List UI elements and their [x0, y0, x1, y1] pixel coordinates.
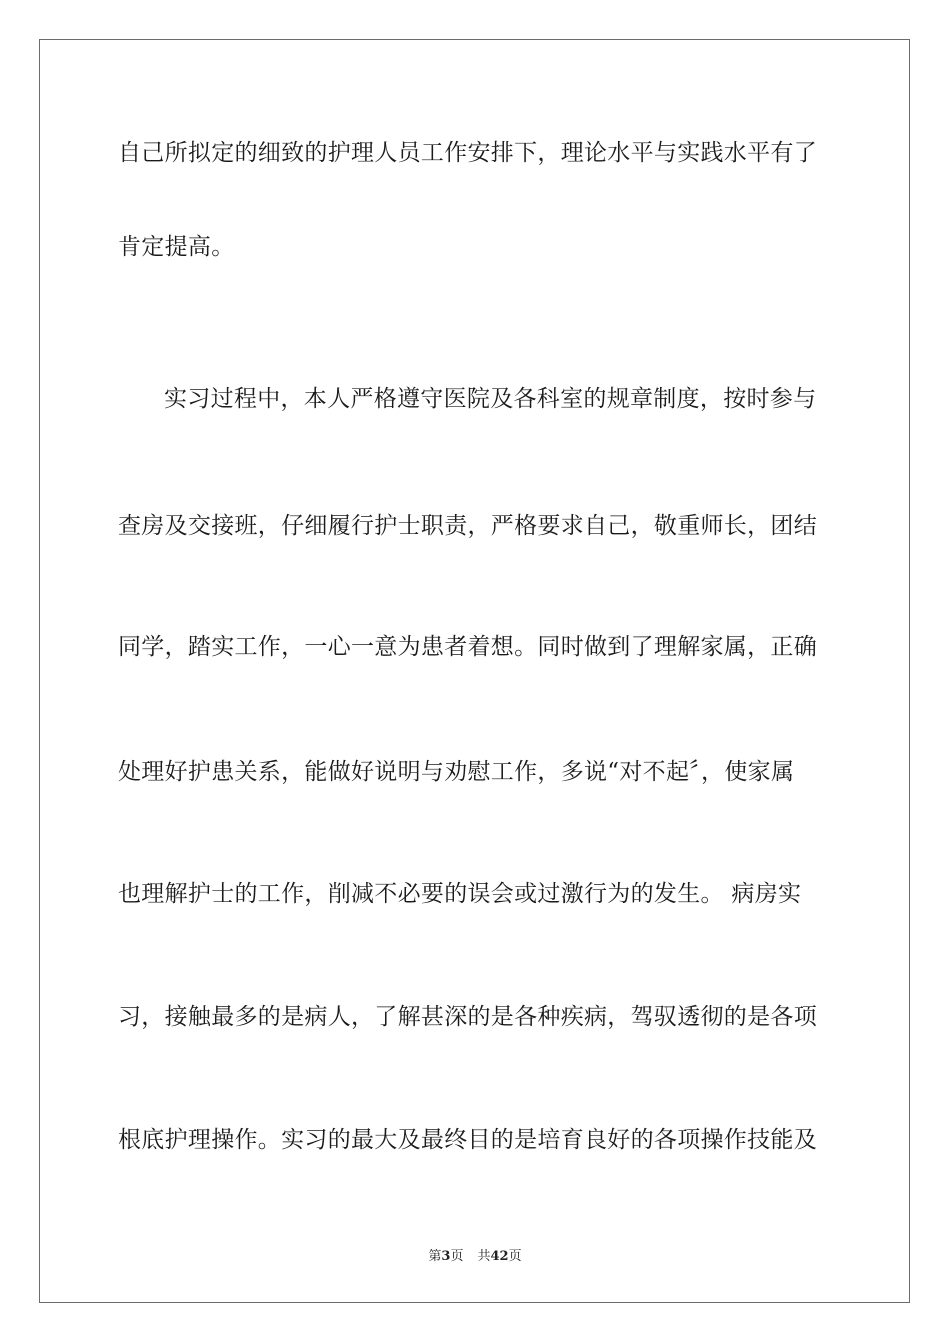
- body-text-line-9: 根底护理操作。实习的最大及最终目的是培育良好的各项操作技能及: [118, 1127, 817, 1153]
- body-text-line-8: 习，接触最多的是病人，了解甚深的是各种疾病，驾驭透彻的是各项: [118, 1004, 817, 1030]
- footer-page-prefix: 第: [428, 1249, 442, 1264]
- page-footer: [0, 1248, 950, 1266]
- body-text-line-1: 自己所拟定的细致的护理人员工作安排下，理论水平与实践水平有了: [118, 140, 817, 166]
- footer-total-prefix: 共: [477, 1249, 491, 1264]
- body-text-line-6: 处理好护患关系，能做好说明与劝慰工作，多说“对不起〞，使家属: [118, 759, 795, 785]
- body-text-line-3: 实习过程中，本人严格遵守医院及各科室的规章制度，按时参与: [164, 386, 817, 412]
- body-text-line-7: 也理解护士的工作，削减不必要的误会或过激行为的发生。 病房实: [118, 881, 802, 907]
- page-border: [39, 39, 910, 1303]
- footer-page-suffix: 页: [450, 1249, 464, 1264]
- footer-total-suffix: 页: [508, 1249, 522, 1264]
- footer-page-number: 3: [441, 1249, 451, 1264]
- body-text-line-2: 肯定提高。: [118, 234, 235, 260]
- footer-total-pages: 42: [490, 1249, 509, 1264]
- body-text-line-4: 查房及交接班，仔细履行护士职责，严格要求自己，敬重师长，团结: [118, 513, 817, 539]
- body-text-line-5: 同学，踏实工作，一心一意为患者着想。同时做到了理解家属，正确: [118, 634, 817, 660]
